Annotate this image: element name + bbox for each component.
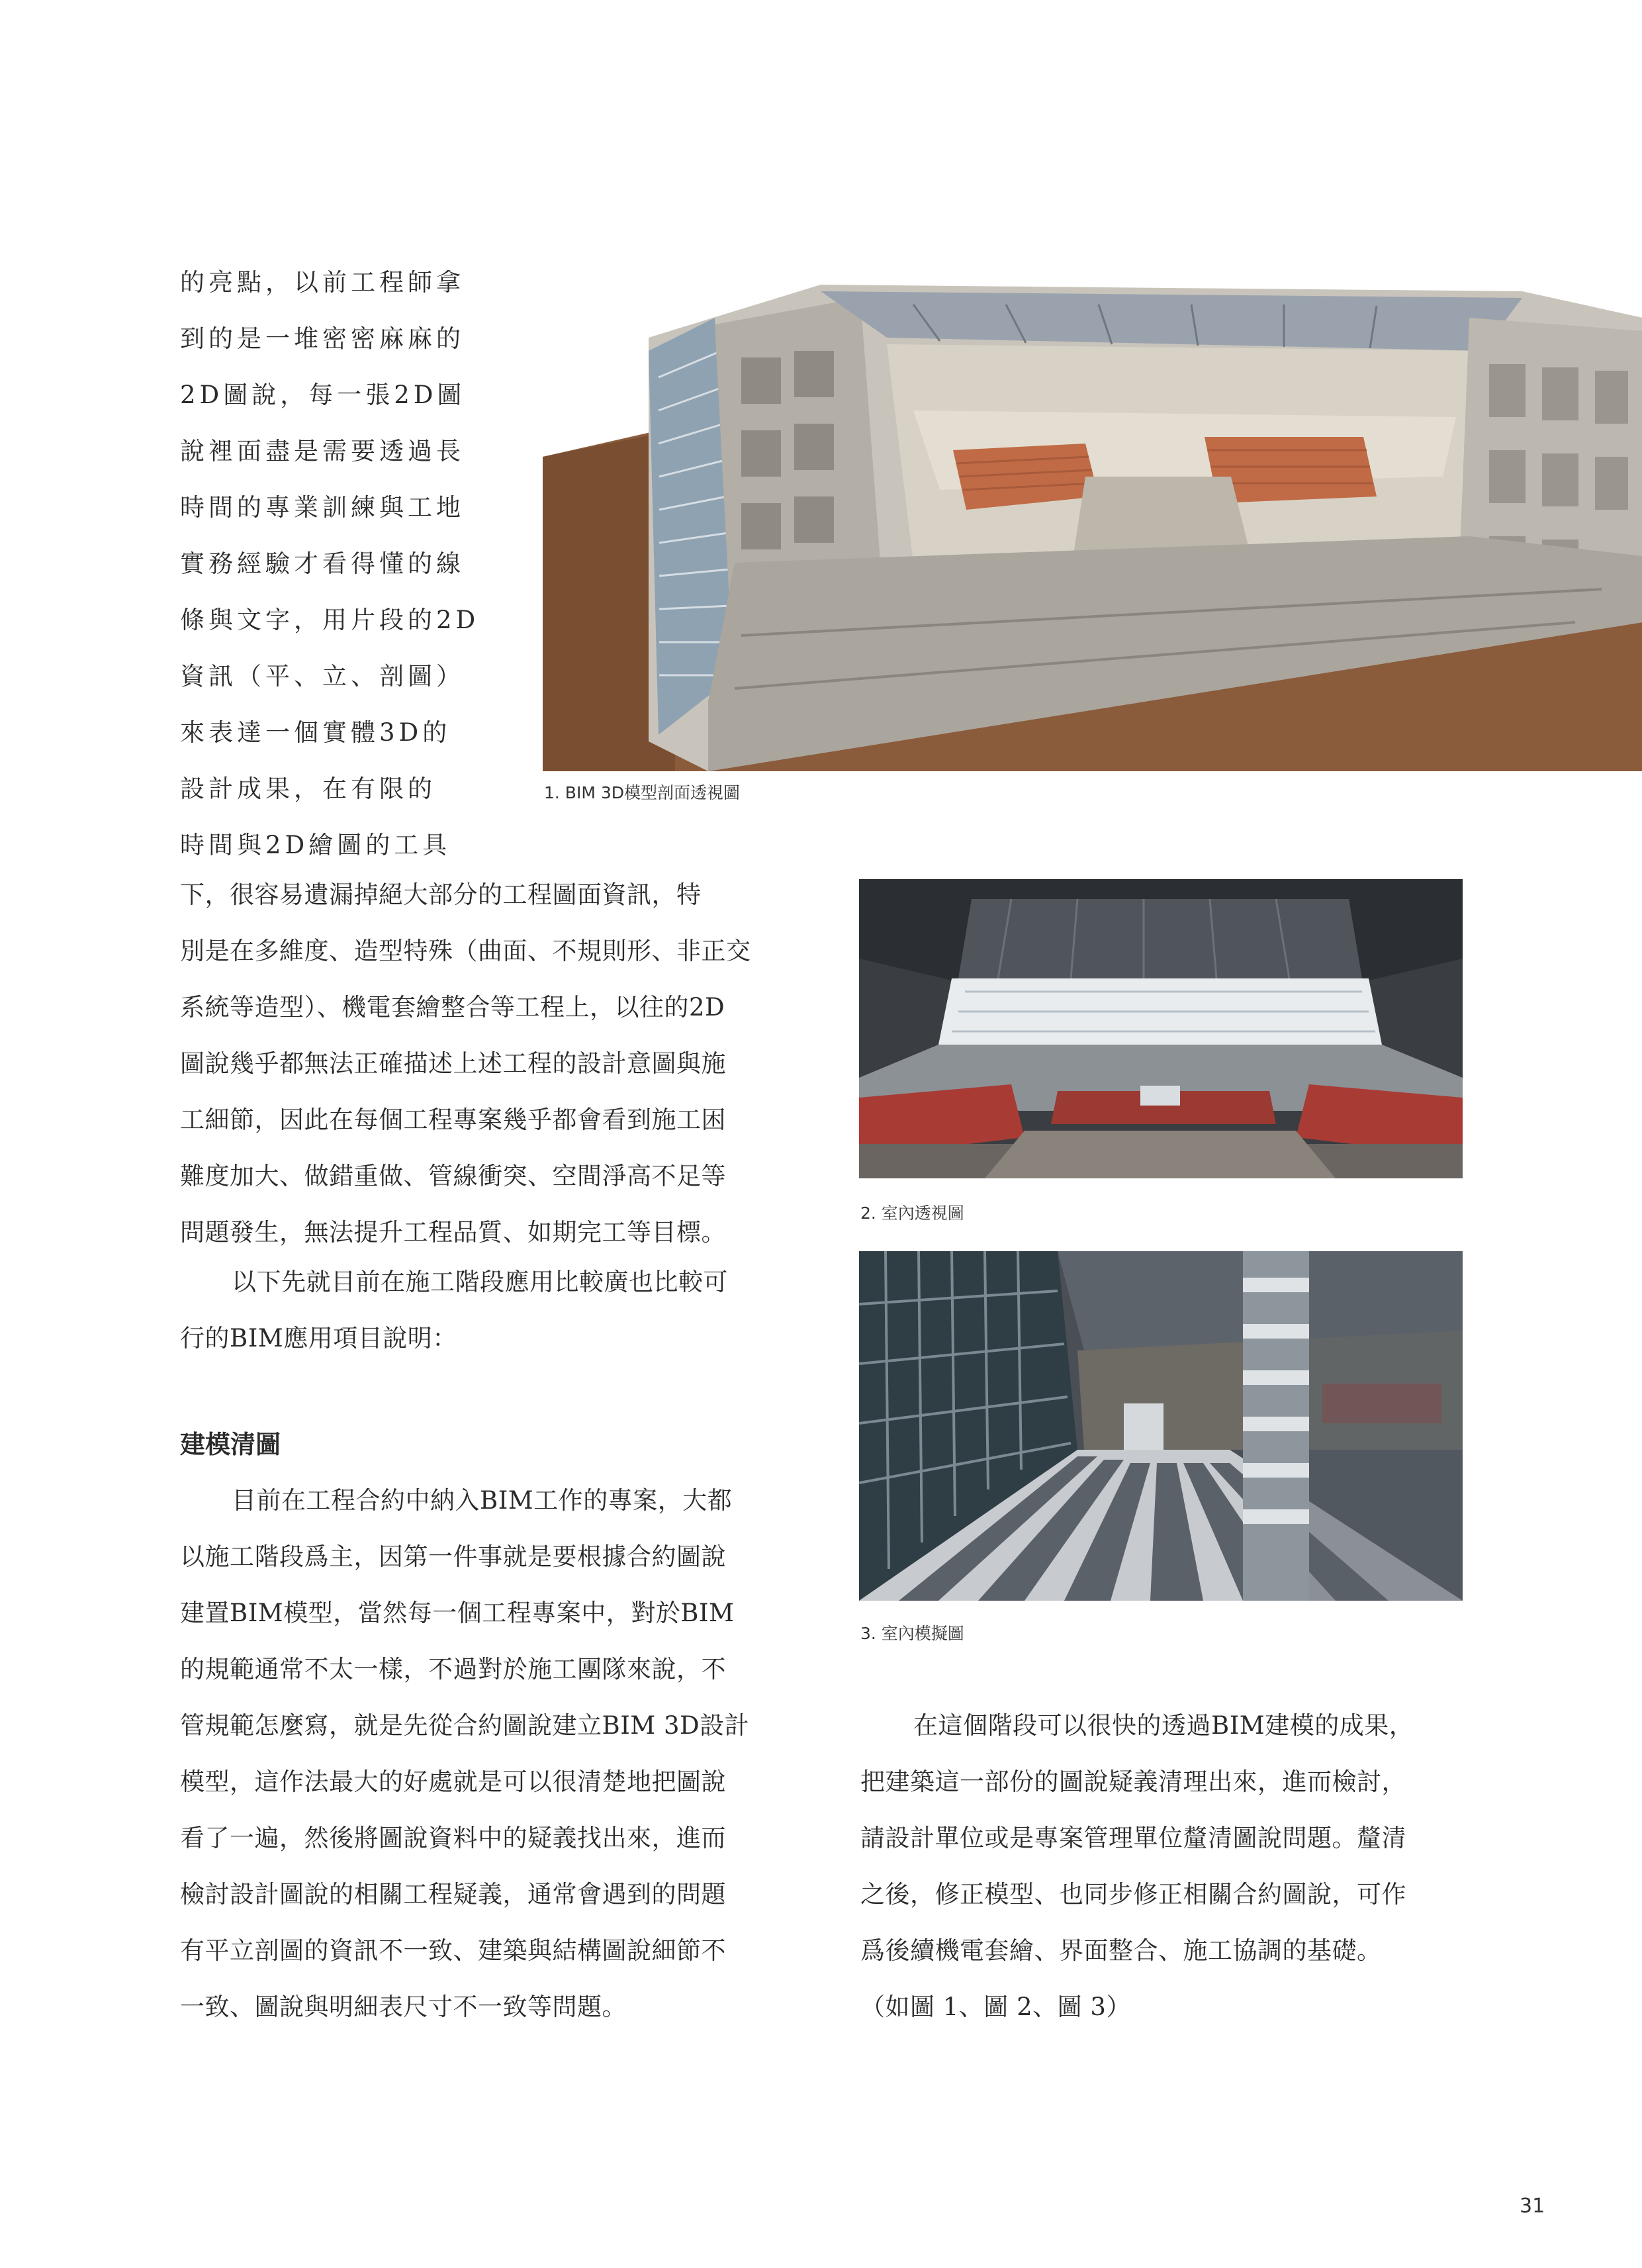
side-line: 設計成果，在有限的 — [180, 775, 436, 803]
figure-2-image — [859, 879, 1463, 1178]
section-heading: 建模清圖 — [180, 1430, 281, 1459]
body-line: 工細節，因此在每個工程專案幾乎都會看到施工困 — [180, 1106, 726, 1134]
body-line: 以下先就目前在施工階段應用比較廣也比較可 — [232, 1268, 728, 1296]
body-line: 圖說幾乎都無法正確描述上述工程的設計意圖與施 — [180, 1049, 726, 1078]
body-line: 行的BIM應用項目說明： — [180, 1324, 457, 1352]
side-line: 的亮點，以前工程師拿 — [180, 268, 465, 297]
figure-1-image — [543, 278, 1642, 771]
side-line: 資訊（平、立、剖圖） — [180, 662, 465, 690]
side-line: 到的是一堆密密麻麻的 — [180, 324, 465, 353]
body-line: 問題發生，無法提升工程品質、如期完工等目標。 — [180, 1218, 726, 1247]
body-line: 爲後續機電套繪、界面整合、施工協調的基礎。 — [860, 1936, 1382, 1965]
body-line: 把建築這一部份的圖說疑義清理出來，進而檢討， — [860, 1768, 1406, 1796]
side-line: 2D圖說，每一張2D圖 — [180, 381, 466, 409]
body-line: 看了一遍，然後將圖說資料中的疑義找出來，進而 — [180, 1824, 726, 1852]
body-line: 管規範怎麼寫，就是先從合約圖說建立BIM 3D設計 — [180, 1711, 750, 1740]
body-line: 之後，修正模型、也同步修正相關合約圖說，可作 — [860, 1880, 1406, 1909]
side-line: 實務經驗才看得懂的線 — [180, 549, 465, 578]
body-line: （如圖 1、圖 2、圖 3） — [860, 1993, 1131, 2021]
figure-3-caption: 3. 室內模擬圖 — [860, 1624, 964, 1643]
body-line: 系統等造型）、機電套繪整合等工程上，以往的2D — [180, 993, 725, 1021]
body-line: 一致、圖說與明細表尺寸不一致等問題。 — [180, 1993, 627, 2021]
body-line: 的規範通常不太一樣，不過對於施工團隊來說，不 — [180, 1655, 726, 1683]
body-line: 請設計單位或是專案管理單位釐清圖說問題。釐清 — [860, 1824, 1406, 1852]
figure-3-image — [859, 1251, 1463, 1601]
figure-1-caption: 1. BIM 3D模型剖面透視圖 — [544, 783, 740, 802]
page-number: 31 — [1520, 2195, 1545, 2218]
body-line: 有平立剖圖的資訊不一致、建築與結構圖說細節不 — [180, 1936, 726, 1965]
side-line: 時間的專業訓練與工地 — [180, 493, 465, 522]
side-line: 時間與2D繪圖的工具 — [180, 831, 451, 859]
body-line: 檢討設計圖說的相關工程疑義，通常會遇到的問題 — [180, 1880, 726, 1909]
body-line: 難度加大、做錯重做、管線衝突、空間淨高不足等 — [180, 1162, 726, 1190]
body-line: 模型，這作法最大的好處就是可以很清楚地把圖說 — [180, 1768, 726, 1796]
body-line: 以施工階段爲主，因第一件事就是要根據合約圖說 — [180, 1542, 726, 1571]
side-line: 說裡面盡是需要透過長 — [180, 437, 465, 465]
body-line: 在這個階段可以很快的透過BIM建模的成果， — [913, 1711, 1414, 1740]
body-line: 別是在多維度、造型特殊（曲面、不規則形、非正交 — [180, 937, 751, 965]
body-line: 建置BIM模型，當然每一個工程專案中，對於BIM — [180, 1599, 735, 1627]
side-line: 來表達一個實體3D的 — [180, 718, 451, 747]
body-line: 下，很容易遺漏掉絕大部分的工程圖面資訊，特 — [180, 880, 702, 909]
body-line: 目前在工程合約中納入BIM工作的專案，大都 — [232, 1486, 733, 1515]
side-line: 條與文字，用片段的2D — [180, 606, 480, 634]
figure-2-caption: 2. 室內透視圖 — [860, 1204, 964, 1223]
